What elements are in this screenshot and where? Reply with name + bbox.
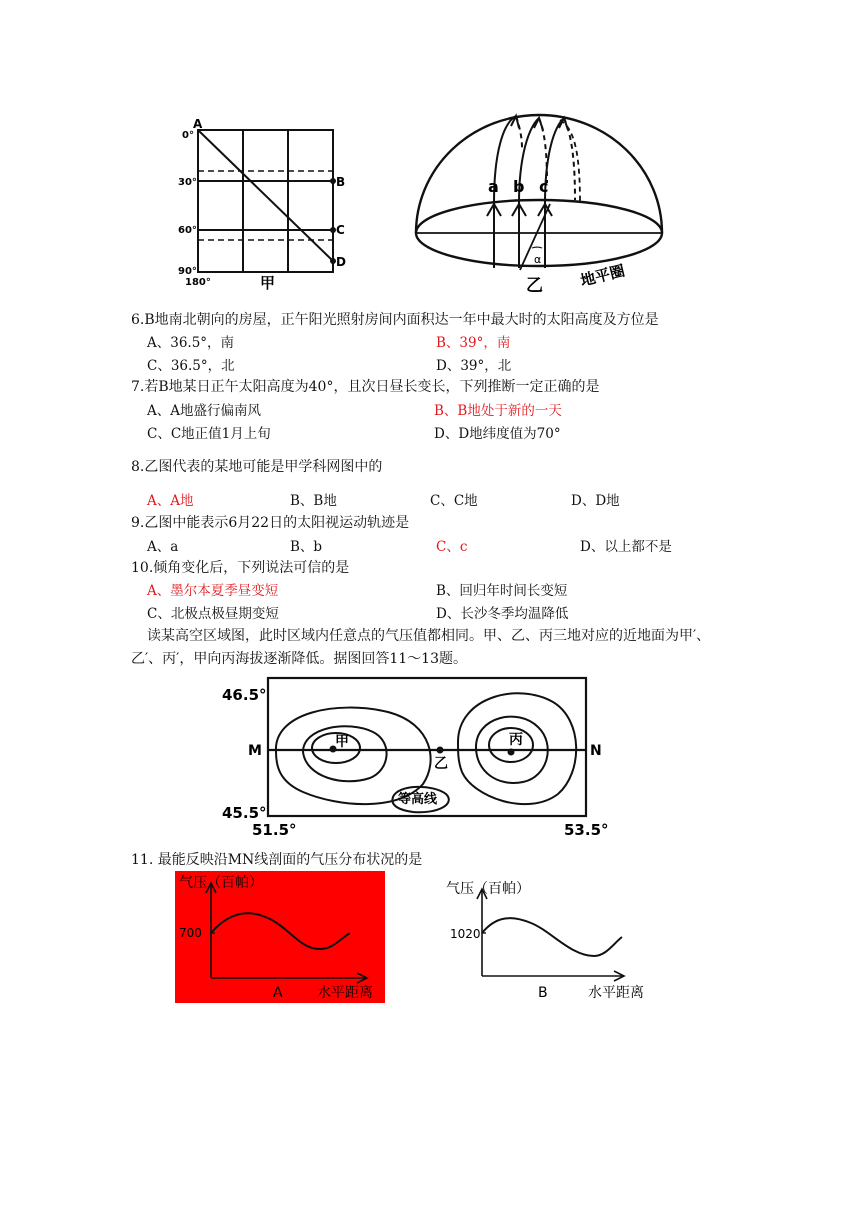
chart-b-ylabel: 气压（百帕） — [446, 881, 530, 897]
q6-option-c: C、36.5°，北 — [147, 358, 235, 374]
deg-90: 90° — [178, 266, 197, 277]
horizon-label: 地平圈 — [578, 261, 627, 290]
q8-option-a: A、A地 — [147, 493, 194, 509]
lat-top: 46.5° — [222, 686, 267, 704]
q8-option-b: B、B地 — [290, 493, 337, 509]
chart-a-letter: A — [273, 985, 283, 1001]
figure-yi — [408, 108, 670, 298]
q7-option-b: B、B地处于新的一天 — [434, 403, 562, 419]
label-yi: 乙 — [434, 756, 448, 772]
q9-stem: 9.乙图中能表示6月22日的太阳视运动轨迹是 — [131, 515, 410, 531]
q10-option-d: D、长沙冬季均温降低 — [436, 606, 569, 622]
label-jia: 甲 — [335, 734, 349, 750]
q10-option-c: C、北极点极昼期变短 — [147, 606, 279, 622]
q8-option-d: D、D地 — [571, 493, 620, 509]
q6-option-a: A、36.5°，南 — [147, 335, 235, 351]
point-b: B — [336, 175, 346, 189]
q7-option-d: D、D地纬度值为70° — [434, 426, 561, 442]
q6-option-b: B、39°，南 — [436, 335, 511, 351]
caption-jia: 甲 — [260, 274, 276, 290]
q11-stem: 11. 最能反映沿MN线剖面的气压分布状况的是 — [131, 852, 423, 868]
track-a-label: a — [488, 177, 499, 196]
caption-yi: 乙 — [526, 276, 543, 296]
q9-option-b: B、b — [290, 539, 323, 555]
pressure-chart-a — [175, 871, 385, 1003]
point-c: C — [336, 223, 345, 237]
q8-stem: 8.乙图代表的某地可能是甲学科网图中的 — [131, 459, 383, 475]
q9-option-a: A、a — [147, 539, 179, 555]
chart-a-xlabel: 水平距离 — [317, 985, 373, 1001]
chart-a-tick: 700 — [179, 926, 202, 940]
q8-option-c: C、C地 — [430, 493, 478, 509]
label-m: M — [248, 743, 262, 759]
q10-option-b: B、回归年时间长变短 — [436, 583, 568, 599]
point-a: A — [193, 117, 203, 131]
q6-option-d: D、39°，北 — [436, 358, 512, 374]
q9-option-c: C、c — [436, 539, 468, 555]
lat-bottom: 45.5° — [222, 804, 267, 822]
deg-60: 60° — [178, 225, 197, 236]
chart-a-ylabel: 气压（百帕） — [179, 875, 263, 891]
q10-option-a: A、墨尔本夏季昼变短 — [147, 583, 279, 599]
q7-option-a: A、A地盛行偏南风 — [147, 403, 261, 419]
deg-180: 180° — [185, 277, 211, 288]
intro-line-2: 乙′、丙′，甲向丙海拔逐渐降低。据图回答11～13题。 — [131, 651, 467, 667]
track-c-label: c — [539, 177, 549, 196]
deg-30: 30° — [178, 177, 197, 188]
lon-right: 53.5° — [564, 821, 609, 839]
high-altitude-map — [218, 672, 618, 840]
q10-stem: 10.倾角变化后，下列说法可信的是 — [131, 560, 350, 576]
lon-left: 51.5° — [252, 821, 297, 839]
figure-jia — [170, 112, 360, 290]
track-b-label: b — [513, 177, 525, 196]
chart-b-letter: B — [538, 985, 548, 1001]
q7-stem: 7.若B地某日正午太阳高度为40°，且次日昼长变长，下列推断一定正确的是 — [131, 379, 600, 395]
q6-stem: 6.B地南北朝向的房屋，正午阳光照射房间内面积达一年中最大时的太阳高度及方位是 — [131, 312, 659, 328]
pressure-chart-b — [446, 871, 656, 1003]
label-bing: 丙 — [509, 732, 523, 748]
chart-b-tick: 1020 — [450, 927, 481, 941]
angle-label: α — [534, 253, 542, 266]
deg-0: 0° — [182, 130, 194, 141]
q7-option-c: C、C地正值1月上旬 — [147, 426, 271, 442]
label-contour: 等高线 — [398, 792, 438, 807]
q9-option-d: D、以上都不是 — [580, 539, 672, 555]
intro-line-1: 读某高空区域图，此时区域内任意点的气压值都相同。甲、乙、丙三地对应的近地面为甲′、 — [147, 628, 711, 644]
chart-b-xlabel: 水平距离 — [588, 985, 644, 1001]
point-d: D — [336, 255, 346, 269]
label-n: N — [590, 743, 602, 759]
